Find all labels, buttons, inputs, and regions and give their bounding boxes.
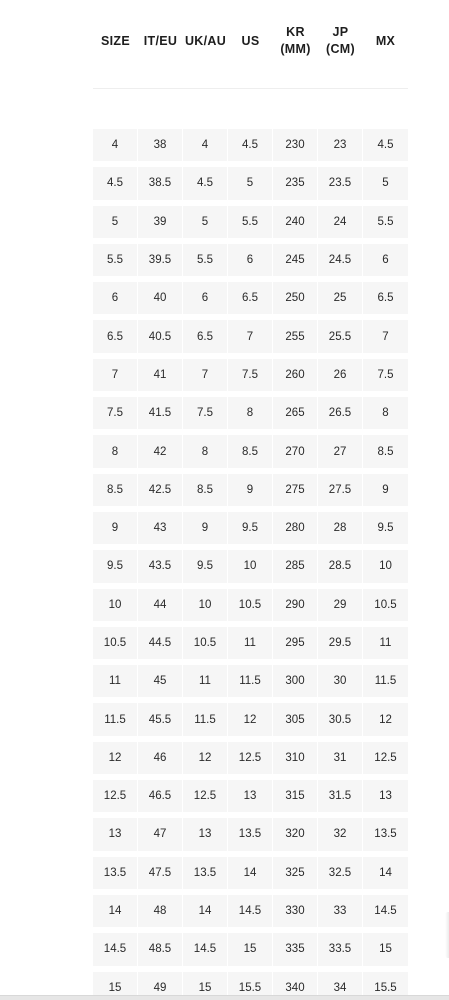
table-row — [93, 206, 408, 238]
table-cell-size: 11 — [93, 665, 137, 697]
table-cell-us: 6.5 — [228, 282, 272, 314]
table-row — [93, 857, 408, 889]
table-row — [93, 703, 408, 735]
table-cell-kr-mm: 330 — [273, 895, 317, 927]
table-cell-us: 5 — [228, 167, 272, 199]
table-cell-mx: 5.5 — [363, 206, 408, 238]
table-cell-kr-mm: 235 — [273, 167, 317, 199]
table-cell-us: 6 — [228, 244, 272, 276]
table-cell-size: 10.5 — [93, 627, 137, 659]
table-cell-size: 8 — [93, 435, 137, 467]
table-cell-jp-cm: 34 — [318, 972, 362, 1000]
table-cell-uk-au: 4 — [183, 129, 227, 161]
table-cell-mx: 6.5 — [363, 282, 408, 314]
table-cell-mx: 8.5 — [363, 435, 408, 467]
table-cell-kr-mm: 320 — [273, 818, 317, 850]
table-cell-jp-cm: 25 — [318, 282, 362, 314]
table-row — [93, 627, 408, 659]
table-cell-mx: 7 — [363, 320, 408, 352]
table-cell-us: 12 — [228, 703, 272, 735]
table-cell-uk-au: 7.5 — [183, 397, 227, 429]
table-cell-kr-mm: 305 — [273, 703, 317, 735]
table-cell-uk-au: 5.5 — [183, 244, 227, 276]
table-cell-kr-mm: 275 — [273, 474, 317, 506]
table-cell-it-eu: 42 — [138, 435, 182, 467]
table-cell-it-eu: 44.5 — [138, 627, 182, 659]
table-row — [93, 435, 408, 467]
table-cell-it-eu: 46.5 — [138, 780, 182, 812]
table-cell-size: 7 — [93, 359, 137, 391]
table-cell-it-eu: 40 — [138, 282, 182, 314]
table-cell-jp-cm: 30.5 — [318, 703, 362, 735]
table-cell-uk-au: 13.5 — [183, 857, 227, 889]
table-cell-uk-au: 15 — [183, 972, 227, 1000]
bottom-scrollbar-track[interactable] — [0, 995, 449, 1000]
table-cell-size: 15 — [93, 972, 137, 1000]
table-cell-uk-au: 12 — [183, 742, 227, 774]
table-cell-size: 11.5 — [93, 703, 137, 735]
table-cell-mx: 14 — [363, 857, 408, 889]
table-cell-mx: 12 — [363, 703, 408, 735]
table-cell-us: 12.5 — [228, 742, 272, 774]
table-cell-size: 13 — [93, 818, 137, 850]
table-cell-uk-au: 10 — [183, 589, 227, 621]
table-cell-size: 4 — [93, 129, 137, 161]
table-cell-it-eu: 47.5 — [138, 857, 182, 889]
table-cell-jp-cm: 26 — [318, 359, 362, 391]
table-cell-uk-au: 11 — [183, 665, 227, 697]
table-cell-size: 5.5 — [93, 244, 137, 276]
table-header-row — [93, 0, 408, 89]
table-cell-kr-mm: 295 — [273, 627, 317, 659]
table-cell-jp-cm: 28.5 — [318, 550, 362, 582]
table-cell-mx: 14.5 — [363, 895, 408, 927]
table-cell-kr-mm: 255 — [273, 320, 317, 352]
table-cell-kr-mm: 230 — [273, 129, 317, 161]
table-cell-mx: 10.5 — [363, 589, 408, 621]
table-cell-mx: 12.5 — [363, 742, 408, 774]
table-cell-mx: 11 — [363, 627, 408, 659]
table-cell-jp-cm: 30 — [318, 665, 362, 697]
table-cell-kr-mm: 300 — [273, 665, 317, 697]
table-cell-mx: 6 — [363, 244, 408, 276]
table-cell-us: 15.5 — [228, 972, 272, 1000]
table-row — [93, 895, 408, 927]
column-header-us: US — [241, 33, 260, 48]
table-cell-kr-mm: 260 — [273, 359, 317, 391]
table-cell-uk-au: 14.5 — [183, 933, 227, 965]
table-body — [93, 129, 408, 1000]
table-cell-jp-cm: 28 — [318, 512, 362, 544]
table-cell-size: 4.5 — [93, 167, 137, 199]
table-cell-size: 12.5 — [93, 780, 137, 812]
table-cell-it-eu: 38.5 — [138, 167, 182, 199]
table-cell-it-eu: 46 — [138, 742, 182, 774]
table-row — [93, 167, 408, 199]
table-cell-us: 15 — [228, 933, 272, 965]
table-cell-uk-au: 7 — [183, 359, 227, 391]
table-cell-kr-mm: 335 — [273, 933, 317, 965]
table-cell-uk-au: 4.5 — [183, 167, 227, 199]
column-header-it-eu: IT/EU — [143, 33, 178, 48]
table-cell-us: 4.5 — [228, 129, 272, 161]
table-cell-it-eu: 41 — [138, 359, 182, 391]
table-cell-mx: 15 — [363, 933, 408, 965]
table-cell-jp-cm: 26.5 — [318, 397, 362, 429]
table-cell-jp-cm: 23 — [318, 129, 362, 161]
table-cell-mx: 7.5 — [363, 359, 408, 391]
table-cell-jp-cm: 27 — [318, 435, 362, 467]
table-row — [93, 550, 408, 582]
table-cell-uk-au: 11.5 — [183, 703, 227, 735]
table-cell-kr-mm: 250 — [273, 282, 317, 314]
table-cell-it-eu: 42.5 — [138, 474, 182, 506]
table-cell-jp-cm: 29 — [318, 589, 362, 621]
table-cell-mx: 11.5 — [363, 665, 408, 697]
table-cell-us: 14.5 — [228, 895, 272, 927]
table-cell-jp-cm: 23.5 — [318, 167, 362, 199]
table-cell-size: 8.5 — [93, 474, 137, 506]
table-row — [93, 780, 408, 812]
table-cell-it-eu: 39.5 — [138, 244, 182, 276]
table-row — [93, 397, 408, 429]
column-header-kr-mm: KR (MM) — [280, 25, 311, 56]
table-cell-us: 11 — [228, 627, 272, 659]
table-cell-jp-cm: 25.5 — [318, 320, 362, 352]
header-spacer — [93, 89, 408, 129]
table-cell-it-eu: 44 — [138, 589, 182, 621]
table-row — [93, 129, 408, 161]
table-cell-uk-au: 12.5 — [183, 780, 227, 812]
table-cell-us: 10.5 — [228, 589, 272, 621]
table-row — [93, 244, 408, 276]
table-cell-uk-au: 14 — [183, 895, 227, 927]
table-cell-size: 6.5 — [93, 320, 137, 352]
table-cell-us: 7 — [228, 320, 272, 352]
column-header-mx: MX — [375, 33, 396, 48]
table-row — [93, 589, 408, 621]
table-cell-kr-mm: 285 — [273, 550, 317, 582]
table-cell-kr-mm: 340 — [273, 972, 317, 1000]
table-cell-uk-au: 10.5 — [183, 627, 227, 659]
table-cell-us: 8 — [228, 397, 272, 429]
table-cell-size: 14.5 — [93, 933, 137, 965]
table-cell-jp-cm: 31.5 — [318, 780, 362, 812]
table-row — [93, 474, 408, 506]
table-row — [93, 665, 408, 697]
table-cell-us: 14 — [228, 857, 272, 889]
table-cell-mx: 4.5 — [363, 129, 408, 161]
table-cell-kr-mm: 325 — [273, 857, 317, 889]
table-cell-it-eu: 49 — [138, 972, 182, 1000]
table-cell-mx: 13 — [363, 780, 408, 812]
table-cell-size: 13.5 — [93, 857, 137, 889]
table-cell-uk-au: 6 — [183, 282, 227, 314]
table-cell-mx: 5 — [363, 167, 408, 199]
table-cell-uk-au: 9.5 — [183, 550, 227, 582]
table-cell-mx: 9 — [363, 474, 408, 506]
table-cell-it-eu: 48.5 — [138, 933, 182, 965]
table-cell-kr-mm: 315 — [273, 780, 317, 812]
table-cell-mx: 8 — [363, 397, 408, 429]
table-row — [93, 320, 408, 352]
table-cell-it-eu: 38 — [138, 129, 182, 161]
table-cell-mx: 13.5 — [363, 818, 408, 850]
table-cell-us: 11.5 — [228, 665, 272, 697]
table-cell-kr-mm: 245 — [273, 244, 317, 276]
table-cell-mx: 9.5 — [363, 512, 408, 544]
table-cell-it-eu: 41.5 — [138, 397, 182, 429]
table-cell-us: 8.5 — [228, 435, 272, 467]
table-cell-us: 9.5 — [228, 512, 272, 544]
table-cell-kr-mm: 270 — [273, 435, 317, 467]
table-row — [93, 818, 408, 850]
table-cell-us: 9 — [228, 474, 272, 506]
table-cell-it-eu: 45 — [138, 665, 182, 697]
table-cell-it-eu: 39 — [138, 206, 182, 238]
column-header-size: SIZE — [101, 33, 130, 48]
table-cell-it-eu: 47 — [138, 818, 182, 850]
column-header-uk-au: UK/AU — [184, 33, 227, 48]
table-cell-uk-au: 8 — [183, 435, 227, 467]
table-cell-us: 13.5 — [228, 818, 272, 850]
table-cell-size: 9 — [93, 512, 137, 544]
table-cell-it-eu: 48 — [138, 895, 182, 927]
table-cell-jp-cm: 32.5 — [318, 857, 362, 889]
table-cell-it-eu: 45.5 — [138, 703, 182, 735]
table-cell-kr-mm: 280 — [273, 512, 317, 544]
table-cell-jp-cm: 31 — [318, 742, 362, 774]
table-cell-us: 5.5 — [228, 206, 272, 238]
table-cell-uk-au: 6.5 — [183, 320, 227, 352]
table-cell-size: 7.5 — [93, 397, 137, 429]
table-cell-uk-au: 5 — [183, 206, 227, 238]
table-row — [93, 742, 408, 774]
table-cell-kr-mm: 310 — [273, 742, 317, 774]
table-row — [93, 359, 408, 391]
table-cell-uk-au: 8.5 — [183, 474, 227, 506]
table-cell-size: 6 — [93, 282, 137, 314]
table-cell-it-eu: 43.5 — [138, 550, 182, 582]
table-cell-mx: 10 — [363, 550, 408, 582]
table-cell-size: 5 — [93, 206, 137, 238]
table-cell-jp-cm: 33 — [318, 895, 362, 927]
table-cell-it-eu: 43 — [138, 512, 182, 544]
table-cell-kr-mm: 290 — [273, 589, 317, 621]
table-cell-kr-mm: 240 — [273, 206, 317, 238]
column-header-jp-cm: JP (CM) — [326, 25, 355, 56]
table-cell-uk-au: 9 — [183, 512, 227, 544]
table-cell-it-eu: 40.5 — [138, 320, 182, 352]
table-cell-us: 10 — [228, 550, 272, 582]
table-cell-size: 12 — [93, 742, 137, 774]
size-conversion-table — [93, 0, 408, 1000]
table-cell-kr-mm: 265 — [273, 397, 317, 429]
table-cell-jp-cm: 24 — [318, 206, 362, 238]
table-cell-jp-cm: 33.5 — [318, 933, 362, 965]
table-row — [93, 933, 408, 965]
table-row — [93, 282, 408, 314]
table-cell-us: 13 — [228, 780, 272, 812]
scroll-edge-indicator — [445, 912, 449, 958]
table-cell-jp-cm: 27.5 — [318, 474, 362, 506]
table-cell-us: 7.5 — [228, 359, 272, 391]
table-row — [93, 512, 408, 544]
table-cell-uk-au: 13 — [183, 818, 227, 850]
table-cell-jp-cm: 32 — [318, 818, 362, 850]
table-cell-size: 14 — [93, 895, 137, 927]
table-cell-jp-cm: 29.5 — [318, 627, 362, 659]
table-cell-size: 10 — [93, 589, 137, 621]
table-cell-jp-cm: 24.5 — [318, 244, 362, 276]
table-cell-size: 9.5 — [93, 550, 137, 582]
table-cell-mx: 15.5 — [363, 972, 408, 1000]
